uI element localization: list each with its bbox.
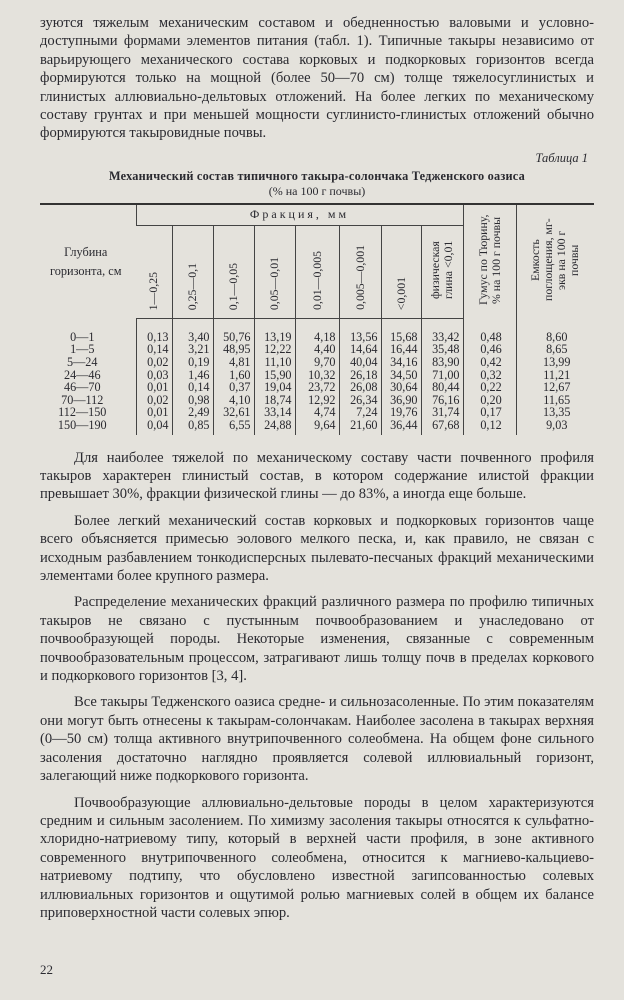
fraction-cell: 0,04: [136, 419, 172, 435]
table-label: Таблица 1: [535, 150, 588, 165]
depth-cell: 24—46: [63, 367, 101, 382]
table-row: [40, 419, 594, 435]
fraction-cell: 21,60: [339, 419, 381, 435]
fraction-cell: 32,61: [213, 406, 254, 419]
fraction-cell: 0,14: [172, 381, 213, 394]
fraction-cell: 24,88: [254, 419, 295, 435]
fraction-cell: 0,13: [136, 318, 172, 343]
fraction-col-header: 0,25—0,1: [172, 225, 213, 318]
paragraph-1: зуются тяжелым механическим составом и обедненностью валовыми и условно-доступными формами элементов питания (табл. 1). Типичные такыры независимо от варьирующего механического состава корковых и подкорковых горизонтов всегда формируются только на мощной (более 50—70 см) толще тяжелосуглинистых и глинистых аллювиально-дельтовых отложений. На более легких по механическому составу грунтах и при меньшей мощности суглинисто-глинистых отложений обычно формируются такыровидные почвы.: [40, 15, 594, 142]
fraction-cell: 0,02: [136, 356, 172, 369]
fraction-cell: 0,01: [136, 406, 172, 419]
fraction-cell: 34,50: [381, 369, 421, 382]
fraction-cell: 0,01: [136, 381, 172, 394]
fraction-cell: 67,68: [421, 419, 463, 435]
fraction-cell: 15,68: [381, 318, 421, 343]
fraction-cell: 76,16: [421, 394, 463, 407]
humus-cell: 0,12: [463, 419, 516, 435]
fraction-cell: 13,19: [254, 318, 295, 343]
humus-cell: 0,42: [463, 356, 516, 369]
fraction-cell: 36,44: [381, 419, 421, 435]
fraction-cell: 4,74: [295, 406, 339, 419]
fraction-col-header: <0,001: [381, 225, 421, 318]
depth-cell: 1—5: [70, 342, 95, 357]
fraction-cell: 3,40: [172, 318, 213, 343]
fraction-cell: 31,74: [421, 406, 463, 419]
fraction-cell: 83,90: [421, 356, 463, 369]
fraction-col-header: 0,005—0,001: [339, 225, 381, 318]
fraction-cell: 11,10: [254, 356, 295, 369]
fraction-cell: 19,76: [381, 406, 421, 419]
fraction-cell: 34,16: [381, 356, 421, 369]
paragraph-2: Для наиболее тяжелой по механическому составу части почвенного профиля такыров характерен глинистый состав, в котором содержание илистой фракции превышает 30%, фракции физической глины — до 83%, а иногда еще больше.: [40, 449, 594, 503]
fraction-cell: 50,76: [213, 318, 254, 343]
fraction-cell: 80,44: [421, 381, 463, 394]
table-body: [40, 318, 594, 434]
humus-header: Гумус по Тюрину, % на 100 г почвы: [463, 204, 516, 319]
capacity-cell: 12,67: [516, 381, 594, 394]
fraction-cell: 0,19: [172, 356, 213, 369]
fraction-cell: 0,98: [172, 394, 213, 407]
fraction-col-header: 0,1—0,05: [213, 225, 254, 318]
mechanical-composition-table: [40, 203, 594, 435]
capacity-cell: 11,21: [516, 369, 594, 382]
fraction-cell: 4,18: [295, 318, 339, 343]
fraction-cell: 7,24: [339, 406, 381, 419]
fraction-cell: 9,64: [295, 419, 339, 435]
table-row: [40, 381, 594, 394]
fraction-cell: 18,74: [254, 394, 295, 407]
fraction-cell: 16,44: [381, 343, 421, 356]
fraction-cell: 2,49: [172, 406, 213, 419]
fraction-col-header: 1—0,25: [136, 225, 172, 318]
fraction-cell: 40,04: [339, 356, 381, 369]
capacity-cell: 8,65: [516, 343, 594, 356]
depth-header: Глубина горизонта, см: [40, 204, 136, 319]
fraction-cell: 1,60: [213, 369, 254, 382]
fraction-cell: 6,55: [213, 419, 254, 435]
fraction-cell: 4,40: [295, 343, 339, 356]
humus-cell: 0,32: [463, 369, 516, 382]
fraction-cell: 33,42: [421, 318, 463, 343]
fraction-cell: 0,85: [172, 419, 213, 435]
humus-cell: 0,17: [463, 406, 516, 419]
capacity-cell: 13,35: [516, 406, 594, 419]
fraction-cell: 13,56: [339, 318, 381, 343]
capacity-cell: 13,99: [516, 356, 594, 369]
depth-cell: 150—190: [57, 418, 107, 432]
paragraph-6: Почвообразующие аллювиально-дельтовые породы в целом характеризуются средним и сильным засолением. По химизму засоления такыры относятся к сульфатно-хлоридно-натриевому типу, который в верхней части профиля, в зоне активного современного внутрипочвенного солеобмена, относится к магниево-кальциево-натриевому подтипу, что обусловлено известной загипсованностью солевых иллювиальных горизонтов и ощутимой ролью магниевых солей в общем их балансе приповерхностной части солевых эпюр.: [40, 794, 594, 921]
fraction-cell: 19,04: [254, 381, 295, 394]
fraction-cell: 36,90: [381, 394, 421, 407]
table-subtitle: (% на 100 г почвы): [268, 183, 366, 198]
fraction-cell: 12,22: [254, 343, 295, 356]
fraction-cell: 30,64: [381, 381, 421, 394]
humus-cell: 0,46: [463, 343, 516, 356]
fraction-col-header: физическая глина <0,01: [421, 225, 463, 318]
fraction-cell: 12,92: [295, 394, 339, 407]
fraction-col-header: 0,01—0,005: [295, 225, 339, 318]
humus-cell: 0,48: [463, 318, 516, 343]
paragraph-3: Более легкий механический состав корковых и подкорковых горизонтов чаще всего объясняется примесью эолового мелкого песка, и, как правило, не связан с исходным разбавлением тонкодисперсных пылевато-песчаных фракций механическими элементами более крупного размера.: [40, 512, 594, 585]
depth-cell: 5—24: [67, 355, 98, 370]
humus-cell: 0,20: [463, 394, 516, 407]
capacity-cell: 9,03: [516, 419, 594, 435]
depth-cell: 70—112: [61, 392, 104, 407]
table-title: Механический состав типичного такыра-солончака Тедженского оазиса: [109, 168, 525, 183]
table-row: [40, 356, 594, 369]
fraction-cell: 4,10: [213, 394, 254, 407]
fraction-cell: 0,02: [136, 394, 172, 407]
fraction-cell: 26,18: [339, 369, 381, 382]
page-number: 22: [40, 962, 53, 977]
depth-cell: 46—70: [63, 380, 101, 395]
fraction-cell: 0,14: [136, 343, 172, 356]
fraction-cell: 14,64: [339, 343, 381, 356]
fraction-cell: 0,03: [136, 369, 172, 382]
fraction-cell: 9,70: [295, 356, 339, 369]
fraction-col-header: 0,05—0,01: [254, 225, 295, 318]
fraction-cell: 48,95: [213, 343, 254, 356]
fraction-header: Фракция, мм: [136, 204, 463, 226]
capacity-cell: 11,65: [516, 394, 594, 407]
table-row: [40, 318, 594, 343]
fraction-cell: 4,81: [213, 356, 254, 369]
capacity-header: Емкость поглощения, мг-экв на 100 г почвы: [516, 204, 594, 319]
fraction-cell: 23,72: [295, 381, 339, 394]
paragraph-5: Все такыры Тедженского оазиса средне- и сильнозасоленные. По этим показателям они могут быть отнесены к такырам-солончакам. Наиболее засолена в такырах верхняя (0—50 см) толща активного внутрипочвенного солеобмена. На общем фоне сильного засоления достаточно наглядно проявляется солевой иллювиальный горизонт, залегающий ниже подкоркового горизонта.: [40, 694, 594, 785]
fraction-cell: 3,21: [172, 343, 213, 356]
fraction-cell: 0,37: [213, 381, 254, 394]
depth-cell: 112—150: [58, 405, 107, 420]
fraction-cell: 10,32: [295, 369, 339, 382]
fraction-cell: 33,14: [254, 406, 295, 419]
fraction-cell: 1,46: [172, 369, 213, 382]
fraction-cell: 15,90: [254, 369, 295, 382]
depth-cell: 0—1: [70, 329, 95, 344]
humus-cell: 0,22: [463, 381, 516, 394]
paragraph-4: Распределение механических фракций различного размера по профилю типичных такыров не связано с пустынным почвообразованием и унаследовано от почвообразующей породы. Некоторые изменения, связанные с современным почвообразовательным процессом, затрагивают лишь толщу почв в пределах коркового и подкоркового горизонтов [3, 4].: [40, 594, 594, 685]
capacity-cell: 8,60: [516, 318, 594, 343]
fraction-cell: 26,34: [339, 394, 381, 407]
fraction-cell: 71,00: [421, 369, 463, 382]
fraction-cell: 26,08: [339, 381, 381, 394]
fraction-cell: 35,48: [421, 343, 463, 356]
body-text: [40, 449, 594, 923]
